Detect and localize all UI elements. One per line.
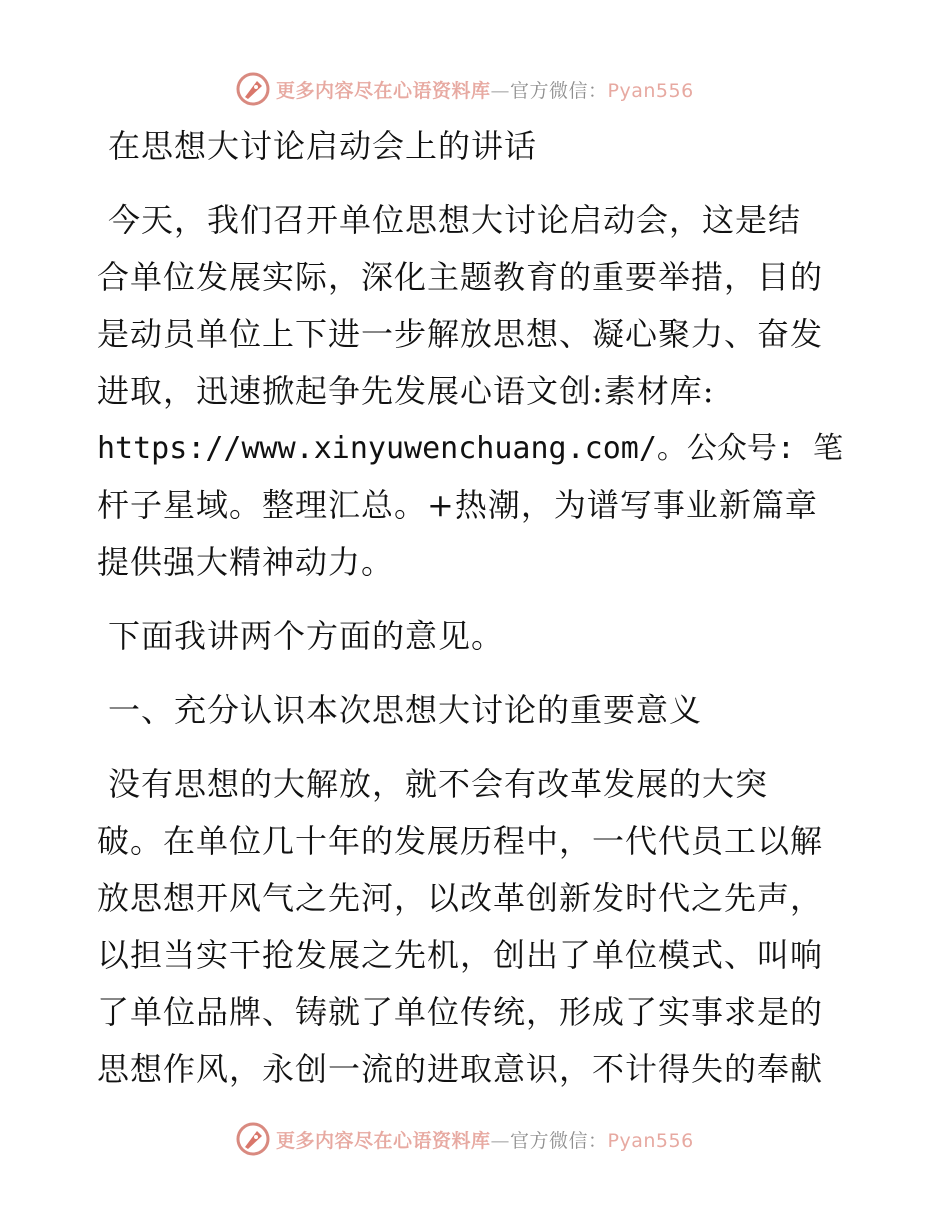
watermark-wechat-id: Pyan556 bbox=[607, 1129, 694, 1152]
watermark-text bbox=[276, 76, 694, 103]
header-watermark bbox=[236, 71, 694, 107]
paragraph-line: 以担当实干抢发展之先机，创出了单位模式、叫响 bbox=[97, 936, 824, 974]
watermark-wechat-id: Pyan556 bbox=[607, 79, 694, 102]
watermark-main: 更多内容尽在心语资料库 bbox=[276, 1129, 491, 1152]
watermark-wechat-label: 官方微信： bbox=[510, 1129, 608, 1152]
watermark-wechat-label: 官方微信： bbox=[510, 79, 608, 102]
watermark-main: 更多内容尽在心语资料库 bbox=[276, 79, 491, 102]
paragraph-line: 提供强大精神动力。 bbox=[97, 543, 395, 581]
watermark-separator: — bbox=[490, 79, 511, 102]
watermark-separator: — bbox=[490, 1129, 511, 1152]
paragraph-line: 没有思想的大解放，就不会有改革发展的大突 bbox=[108, 765, 769, 803]
paragraph-line: 是动员单位上下进一步解放思想、凝心聚力、奋发 bbox=[97, 315, 824, 353]
paragraph-line: 破。在单位几十年的发展历程中，一代代员工以解 bbox=[97, 822, 824, 860]
paragraph-intro: 下面我讲两个方面的意见。 bbox=[108, 617, 505, 655]
paragraph-line: 了单位品牌、铸就了单位传统，形成了实事求是的 bbox=[97, 993, 824, 1031]
paragraph-line: 合单位发展实际，深化主题教育的重要举措，目的 bbox=[97, 258, 824, 296]
pen-nib-icon bbox=[236, 1122, 270, 1156]
watermark-text bbox=[276, 1126, 694, 1153]
section-heading: 一、充分认识本次思想大讨论的重要意义 bbox=[108, 691, 703, 729]
pen-nib-icon bbox=[236, 72, 270, 106]
paragraph-section1 bbox=[97, 756, 857, 1098]
paragraph-line: 今天，我们召开单位思想大讨论启动会，这是结 bbox=[108, 201, 802, 239]
document-title: 在思想大讨论启动会上的讲话 bbox=[108, 127, 538, 165]
paragraph-line: 放思想开风气之先河，以改革创新发时代之先声， bbox=[97, 879, 824, 917]
paragraph-line: 杆子星域。整理汇总。+热潮，为谱写事业新篇章 bbox=[97, 486, 818, 524]
paragraph-line-url: https://www.xinyuwenchuang.com/。公众号: 笔 bbox=[97, 431, 844, 466]
document-body bbox=[97, 118, 857, 1098]
paragraph-opening bbox=[97, 192, 857, 591]
paragraph-line: 思想作风，永创一流的进取意识，不计得失的奉献 bbox=[97, 1050, 824, 1088]
paragraph-line: 进取，迅速掀起争先发展心语文创:素材库: bbox=[97, 372, 715, 410]
footer-watermark bbox=[236, 1121, 694, 1157]
